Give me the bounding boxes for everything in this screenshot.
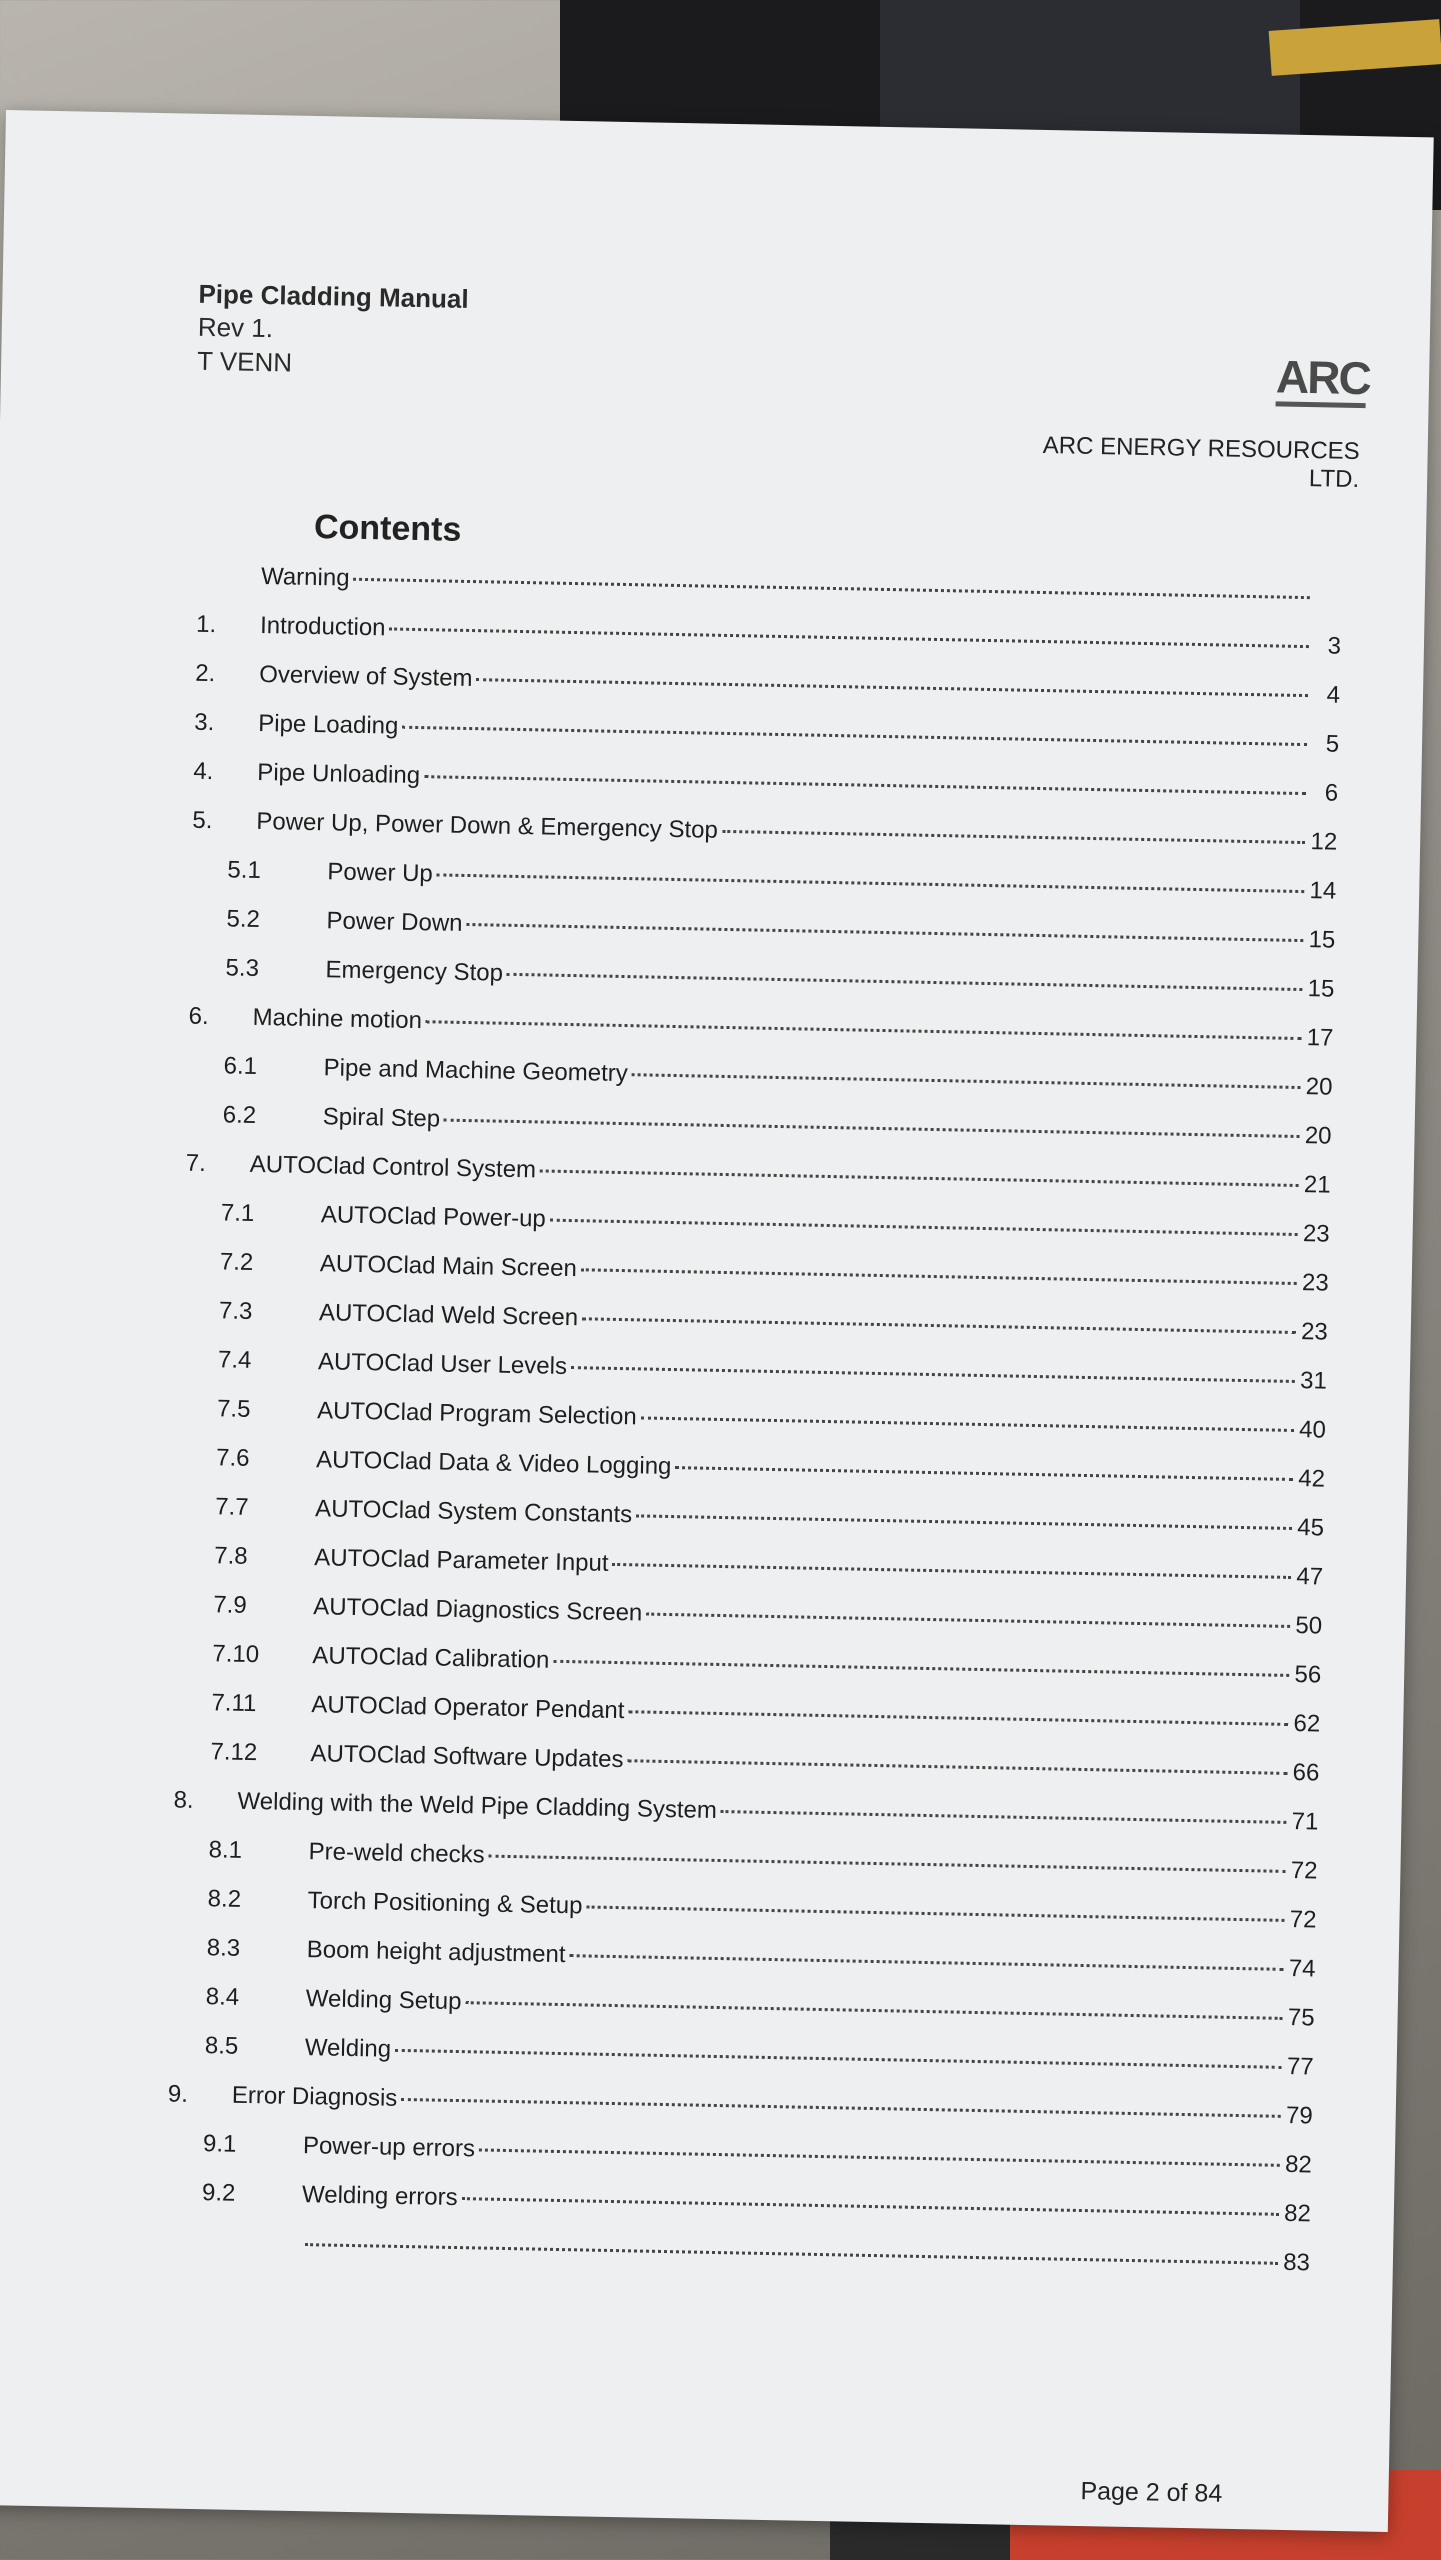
- toc-section-title: Power Down: [326, 907, 463, 937]
- toc-dot-leader: [401, 2098, 1281, 2118]
- toc-page-number: 72: [1289, 1905, 1317, 1934]
- toc-dot-leader: [553, 1660, 1289, 1677]
- toc-section-number: 2.: [194, 659, 216, 688]
- toc-section-number: 5.3: [225, 954, 260, 983]
- toc-dot-leader: [444, 1119, 1299, 1138]
- toc-page-number: 23: [1300, 1318, 1329, 1346]
- toc-page-number: 72: [1290, 1856, 1318, 1885]
- toc-dot-leader: [571, 1366, 1295, 1383]
- toc-page-number: 56: [1294, 1661, 1322, 1689]
- toc-section-title: Welding Setup: [305, 1985, 462, 2016]
- toc-section-number: 6.2: [222, 1101, 257, 1129]
- toc-dot-leader: [426, 1020, 1301, 1040]
- toc-section-title: Introduction: [259, 611, 386, 642]
- toc-section-number: 7.9: [213, 1591, 247, 1619]
- toc-section-title: Welding: [304, 2034, 392, 2063]
- toc-section-title: AUTOClad Software Updates: [310, 1740, 624, 1774]
- toc-dot-leader: [402, 726, 1307, 746]
- toc-section-title: Error Diagnosis: [231, 2081, 398, 2112]
- toc-page-number: 74: [1288, 1954, 1316, 1983]
- toc-page-number: 31: [1299, 1367, 1328, 1395]
- toc-dot-leader: [586, 1905, 1284, 1921]
- company-name: ARC ENERGY RESOURCES LTD.: [1042, 431, 1360, 494]
- toc-page-number: 83: [1282, 2248, 1311, 2277]
- toc-dot-leader: [581, 1268, 1297, 1285]
- toc-dot-leader: [540, 1169, 1299, 1187]
- toc-section-number: [197, 583, 261, 584]
- toc-section-number: 5.1: [227, 856, 262, 885]
- toc-page-number: 82: [1283, 2199, 1312, 2228]
- toc-section-number: 6.: [188, 1002, 209, 1031]
- toc-dot-leader: [627, 1759, 1287, 1775]
- toc-page-number: 79: [1285, 2101, 1313, 2130]
- toc-section-number: 7.4: [217, 1346, 252, 1374]
- toc-section-number: 4.: [193, 757, 214, 786]
- toc-section-title: AUTOClad Parameter Input: [314, 1544, 609, 1577]
- toc-section-number: 5.: [192, 806, 213, 835]
- toc-dot-leader: [582, 1317, 1296, 1334]
- toc-dot-leader: [466, 923, 1303, 942]
- toc-section-title: AUTOClad Operator Pendant: [311, 1691, 625, 1725]
- page-number: Page 2 of 84: [1080, 2477, 1223, 2508]
- toc-page-number: 82: [1284, 2150, 1313, 2179]
- toc-section-number: 7.5: [216, 1395, 251, 1423]
- toc-page-number: 71: [1291, 1807, 1319, 1836]
- toc-section-title: AUTOClad Control System: [249, 1150, 537, 1184]
- toc-page-number: 17: [1306, 1024, 1334, 1052]
- toc-dot-leader: [354, 578, 1310, 599]
- toc-section-number: 7.: [185, 1149, 207, 1178]
- toc-page-number: 62: [1293, 1710, 1321, 1738]
- toc-page-number: 42: [1298, 1465, 1326, 1493]
- toc-page-number: 4: [1326, 681, 1341, 709]
- toc-dot-leader: [424, 775, 1306, 795]
- toc-section-title: Spiral Step: [322, 1103, 441, 1133]
- background-machinery-panel: [880, 0, 1300, 140]
- toc-dot-leader: [462, 2197, 1279, 2216]
- toc-section-title: AUTOClad Weld Screen: [318, 1299, 579, 1332]
- toc-section-title: AUTOClad Data & Video Logging: [315, 1446, 672, 1481]
- toc-section-number: 6.1: [223, 1052, 258, 1080]
- toc-section-number: 8.3: [206, 1934, 241, 1962]
- toc-section-title: Torch Positioning & Setup: [307, 1887, 583, 1920]
- toc-section-title: AUTOClad Diagnostics Screen: [313, 1593, 643, 1627]
- toc-section-title: Pre-weld checks: [308, 1838, 485, 1869]
- toc-section-title: Machine motion: [252, 1003, 423, 1035]
- toc-section-title: AUTOClad Main Screen: [319, 1250, 578, 1283]
- toc-section-number: 8.2: [207, 1885, 242, 1913]
- toc-page-number: 23: [1301, 1269, 1329, 1297]
- toc-page-number: 75: [1287, 2003, 1315, 2032]
- doc-title: Pipe Cladding Manual: [198, 278, 469, 314]
- toc-dot-leader: [390, 627, 1309, 648]
- logo-mark: ARC: [1275, 350, 1371, 405]
- toc-section-title: Power-up errors: [302, 2132, 476, 2163]
- toc-page-number: 23: [1302, 1220, 1330, 1248]
- toc-section-number: 7.10: [212, 1640, 260, 1669]
- toc-section-number: 8.: [173, 1786, 194, 1814]
- toc-section-title: AUTOClad System Constants: [314, 1495, 633, 1529]
- toc-page-number: 77: [1286, 2052, 1314, 2081]
- toc-section-number: 7.8: [214, 1542, 248, 1570]
- toc-section-title: Power Up: [327, 858, 434, 888]
- toc-page-number: [1314, 604, 1342, 605]
- toc-section-title: Emergency Stop: [325, 956, 504, 987]
- toc-section-number: 8.1: [208, 1836, 243, 1864]
- toc-page-number: 3: [1327, 632, 1342, 660]
- toc-section-title: Pipe Unloading: [257, 758, 421, 790]
- toc-section-number: 7.2: [219, 1248, 254, 1276]
- toc-page-number: 15: [1307, 975, 1335, 1003]
- toc-dot-leader: [569, 1954, 1283, 1971]
- toc-dot-leader: [636, 1514, 1292, 1530]
- toc-section-number: 9.2: [201, 2179, 236, 2207]
- toc-dot-leader: [550, 1219, 1298, 1236]
- toc-page-number: 12: [1310, 828, 1338, 856]
- toc-dot-leader: [632, 1073, 1301, 1089]
- toc-dot-leader: [646, 1613, 1290, 1628]
- toc-section-number: 7.7: [214, 1493, 249, 1521]
- toc-section-number: 1.: [195, 610, 217, 639]
- toc-page-number: 5: [1325, 730, 1340, 758]
- toc-section-title: AUTOClad User Levels: [317, 1348, 568, 1380]
- toc-page-number: 47: [1296, 1563, 1324, 1591]
- toc-dot-leader: [641, 1416, 1294, 1432]
- toc-section-number: 7.1: [220, 1199, 255, 1227]
- toc-section-title: Welding with the Weld Pipe Cladding System: [237, 1787, 718, 1824]
- toc-section-number: 9.1: [202, 2130, 237, 2158]
- toc-dot-leader: [507, 973, 1302, 991]
- toc-section-number: 7.6: [215, 1444, 250, 1472]
- doc-author: T VENN: [196, 345, 293, 378]
- toc-dot-leader: [628, 1710, 1288, 1726]
- toc-dot-leader: [437, 873, 1305, 893]
- toc-page-number: 21: [1303, 1171, 1331, 1199]
- toc-section-number: 3.: [194, 708, 215, 737]
- toc-section-title: AUTOClad Calibration: [312, 1642, 550, 1674]
- toc-page-number: 40: [1298, 1416, 1327, 1444]
- toc-section-number: 8.5: [204, 2032, 239, 2060]
- toc-dot-leader: [465, 2001, 1282, 2020]
- toc-page-number: 20: [1305, 1073, 1333, 1101]
- toc-dot-leader: [675, 1466, 1293, 1481]
- toc-dot-leader: [305, 2243, 1278, 2265]
- toc-section-number: 7.3: [218, 1297, 253, 1325]
- toc-section-title: Welding errors: [301, 2181, 458, 2212]
- toc-section-number: 7.12: [210, 1738, 258, 1767]
- table-of-contents: [164, 562, 1342, 2299]
- toc-section-title: AUTOClad Power-up: [320, 1201, 547, 1233]
- toc-section-title: Pipe and Machine Geometry: [323, 1054, 629, 1088]
- arc-logo: [1275, 349, 1371, 408]
- toc-dot-leader: [477, 678, 1309, 697]
- doc-revision: Rev 1.: [197, 311, 274, 344]
- toc-page-number: 50: [1295, 1612, 1323, 1640]
- toc-dot-leader: [479, 2148, 1280, 2166]
- toc-dot-leader: [721, 1810, 1287, 1824]
- toc-section-title: Power Up, Power Down & Emergency Stop: [256, 807, 719, 844]
- toc-dot-leader: [613, 1563, 1292, 1579]
- toc-section-number: 5.2: [226, 905, 261, 934]
- toc-section-number: 9.: [167, 2080, 189, 2108]
- toc-page-number: 20: [1304, 1122, 1332, 1150]
- toc-section-title: Warning: [260, 562, 350, 592]
- toc-section-title: Pipe Loading: [258, 709, 399, 740]
- toc-section-number: 8.4: [205, 1983, 240, 2011]
- toc-page-number: 15: [1308, 926, 1336, 954]
- toc-page-number: 6: [1324, 779, 1339, 807]
- toc-section-number: [165, 2248, 301, 2251]
- toc-page-number: 45: [1297, 1514, 1325, 1542]
- toc-section-title: Boom height adjustment: [306, 1936, 566, 1969]
- toc-dot-leader: [722, 830, 1305, 844]
- contents-heading: Contents: [313, 507, 462, 549]
- toc-dot-leader: [489, 1855, 1286, 1873]
- toc-page-number: 14: [1309, 877, 1337, 905]
- toc-section-number: 7.11: [211, 1689, 257, 1718]
- toc-page-number: 66: [1292, 1759, 1320, 1787]
- document-page: [0, 110, 1434, 2532]
- toc-dot-leader: [395, 2049, 1282, 2069]
- toc-section-title: AUTOClad Program Selection: [316, 1397, 637, 1431]
- toc-section-title: Overview of System: [258, 660, 473, 693]
